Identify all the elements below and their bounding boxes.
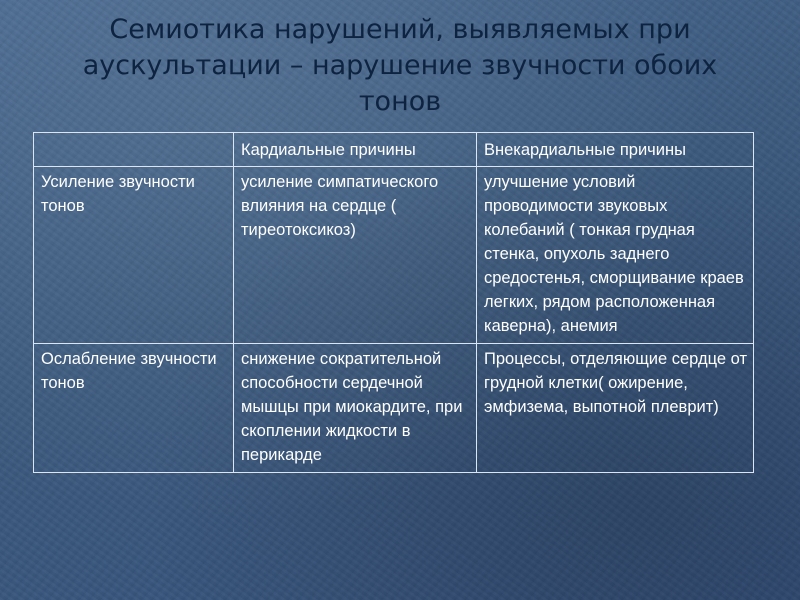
header-extracardiac-causes: Внекардиальные причины <box>477 133 754 167</box>
header-empty-cell <box>34 133 234 167</box>
table-row <box>34 167 754 344</box>
cardiac-cause-cell: усиление симпатического влияния на сердце ( тиреотоксикоз) <box>234 167 477 344</box>
extracardiac-cause-cell: улучшение условий проводимости звуковых колебаний ( тонкая грудная стенка, опухоль заднего средостенья, сморщивание краев легких, рядом расположенная каверна), анемия <box>477 167 754 344</box>
header-cardiac-causes: Кардиальные причины <box>234 133 477 167</box>
extracardiac-cause-cell: Процессы, отделяющие сердце от грудной клетки( ожирение, эмфизема, выпотной плеврит) <box>477 344 754 473</box>
slide-title: Семиотика нарушений, выявляемых при аускультации – нарушение звучности обоих тонов <box>82 14 718 117</box>
cardiac-cause-cell: снижение сократительной способности сердечной мышцы при миокардите, при скоплении жидкости в перикарде <box>234 344 477 473</box>
causes-table <box>33 132 754 473</box>
row-label-cell: Усиление звучности тонов <box>34 167 234 344</box>
row-label-cell: Ослабление звучности тонов <box>34 344 234 473</box>
table-header-row <box>34 133 754 167</box>
causes-table-container <box>33 132 753 473</box>
table-row <box>34 344 754 473</box>
